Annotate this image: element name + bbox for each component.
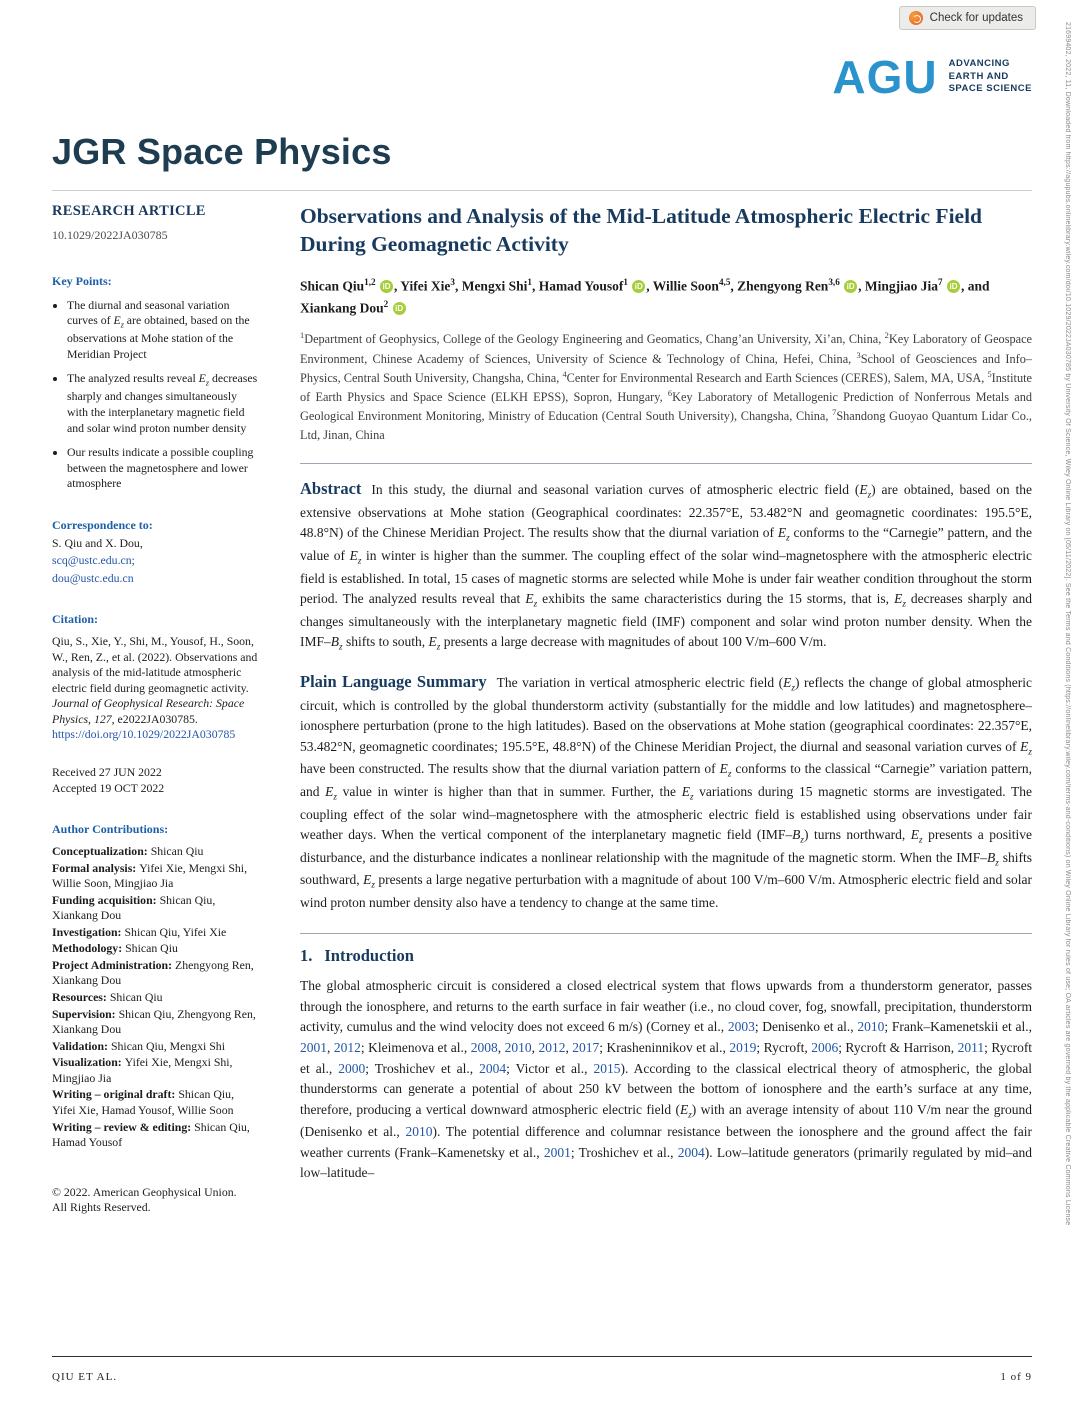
correspondence-email-link[interactable]: dou@ustc.edu.cn [52,570,134,585]
article-type-label: RESEARCH ARTICLE [52,203,206,219]
link[interactable]: 2008 [470,1040,498,1055]
received-date: Received 27 JUN 2022 [52,765,162,780]
plain-language-summary-text: The variation in vertical atmospheric electric field $(E_z)$ reflects the change of global atmospheric circuit, which is controlled by the global thunderstorm activity (substantially for the middle and low latitudes) and magnetosphere–ionosphere perturbation (prone to the high latitudes). Based on the observations at Mohe station (geographical coordinates: 22.357°E, 53.482°N, geomagnetic coordinates; 195.5°E, 48.8°N) of the Chinese Meridian Project, the diurnal and seasonal variation curves of $E_z$ have been constructed. The results show that the diurnal variation pattern of $E_z$ conforms to the classical “Carnegie” variation pattern, and $E_z$ value in winter is higher than that in summer. Further, the $E_z$ variations during 15 magnetic storms are investigated. The coupling effect of the solar wind–magnetosphere with the atmospheric electric field is established using observations under fair weather days. When the vertical component of the interplanetary magnetic field $(IMF-B_z)$ turns northward, $E_z$ presents a positive disturbance, and the disturbance indicates a nonlinear relationship with the magnitude of the magnetic storm. When the IMF–$B_z$ shifts southward, $E_z$ presents a large negative perturbation with a magnitude of about 100 V/m–600 V/m. Atmospheric electric field and solar wind proton number density also have a tendency to change at the same time. [300,674,1033,910]
link[interactable]: 2006 [811,1040,839,1055]
link[interactable]: 2010 [504,1040,532,1055]
wiley-license-sidebar-text: 21699402, 2022, 11, Downloaded from https://agupubs.onlinelibrary.wiley.com/doi/10.1029/2022JA030785 by University Of Science, Wiley Online Library on [05/11/2022]. See the Terms and Conditions (https://onlinelibrary.wiley.com/terms-and-conditions) on Wiley Online Library for rules of use; OA articles are governed by the applicable Creative Commons License [1064,22,1071,1226]
contribution-names: Zhengyong Ren, Xiankang Dou [52,957,254,988]
contribution-item [52,1087,258,1118]
link[interactable]: 2010 [405,1124,433,1140]
contribution-names: Shican Qiu, Yifei Xie [124,924,227,939]
contribution-role: Methodology: [52,941,123,956]
correspondence-heading: Correspondence to: [52,517,153,532]
contribution-item [52,861,258,892]
orcid-icon[interactable]: iD [380,280,393,293]
history-dates [52,765,258,796]
crossmark-icon [909,11,923,25]
link[interactable]: 2012 [538,1040,566,1055]
copyright-line1: © 2022. American Geophysical Union. [52,1184,237,1199]
key-point: • Our results indicate a possible coupling between the magnetosphere and lower atmosphere [67,445,258,492]
section-divider [300,463,1032,464]
contribution-role: Investigation: [52,924,122,939]
contribution-names: Shican Qiu [125,941,178,956]
link[interactable]: 2010 [857,1019,885,1035]
contribution-item [52,844,258,860]
contribution-role: Validation: [52,1038,108,1053]
contribution-item [52,925,258,941]
contribution-role: Conceptualization: [52,843,148,858]
contribution-item [52,958,258,989]
contribution-names: Shican Qiu, Xiankang Dou [52,892,216,923]
orcid-icon[interactable]: iD [393,302,406,315]
page-footer [52,1356,1032,1383]
abstract-section [300,476,1032,655]
link[interactable]: https://doi.org/10.1029/2022JA030785 [52,727,236,742]
affiliations: $^1$Department of Geophysics, College of the Geology Engineering and Geomatics, Chang’an University, Xi’an, China, $^2$Key Laboratory of Geospace Environment, Chinese Academy of Sciences, University of Science & Technology of China, Hefei, China, $^3$School of Geosciences and Info–Physics, Central South University, Changsha, China, $^4$Center for Environmental Research and Earth Sciences (CERES), Salem, MA, USA, $^5$Institute of Earth Physics and Space Science (ELKH EPSS), Sopron, Hungary, $^6$Key Laboratory of Metallogenic Prediction of Nonferrous Metals and Geological Environment Monitoring, Ministry of Education (Central South University), Changsha, China, $^7$Shandong Guoyao Quantum Lidar Co., Ltd, Jinan, China [300,331,1033,443]
contribution-role: Project Administration: [52,957,173,972]
author-list: Shican Qiu$^{1,2}$ iD , Yifei Xie$^3$, Mengxi Shi$^1$, Hamad Yousof$^1$ iD , Willie Soon$^{4,5}$, Zhengyong Ren$^{3,6}$ iD , Mingjiao Jia$^7$ iD , and Xiankang Dou$^2$ iD [300,276,990,316]
correspondence-email-link[interactable]: scq@ustc.edu.cn; [52,553,135,568]
left-column [52,202,258,1216]
agu-tagline [949,58,1032,95]
author-contributions-list [52,844,258,1151]
contribution-item [52,893,258,924]
agu-tagline-line3: SPACE SCIENCE [948,83,1032,95]
key-points-heading: Key Points: [52,273,112,288]
plain-language-summary-heading: Plain Language Summary [300,671,487,691]
journal-title: JGR Space Physics [52,131,392,172]
page-number: 1 of 9 [1000,1371,1032,1383]
abstract-heading: Abstract [300,479,362,499]
agu-tagline-line2: EARTH AND [948,70,1009,82]
introduction-text: The global atmospheric circuit is considered a closed electrical system that flows upwards from a thunderstorm generator, passes through the ionosphere, and returns to the earth surface in fair weather (i.e., no cloud cover, fog, snowfall, precipitation, thunderstorm activity, cumulus and the wind velocity does not exceed 6 m/s) (Corney et al., 2003; Denisenko et al., 2010; Frank–Kamenetskii et al., 2001, 2012; Kleimenova et al., 2008, 2010, 2012, 2017; Krasheninnikov et al., 2019; Rycroft, 2006; Rycroft & Harrison, 2011; Rycroft et al., 2000; Troshichev et al., 2004; Victor et al., 2015). According to the classical electrical theory of atmospheric, the global thunderstorms can generate a potential of about 250 kV between the bottom of ionosphere and the earth’s surface at any time, therefore, producing a vertical downward atmospheric electric field $(E_z)$ with an average intensity of about 110 V/m near the ground (Denisenko et al., 2010). The potential difference and columnar resistance between the ionosphere and the ground affect the fair weather currents (Frank–Kamenetsky et al., 2001; Troshichev et al., 2004). Low–latitude generators (primarily regulated by mid–and low–latitude– [300,978,1033,1181]
contribution-item [52,1039,258,1055]
contribution-item [52,1007,258,1038]
article-title: Observations and Analysis of the Mid-Latitude Atmospheric Electric Field During Geomagnetic Activity [300,204,983,257]
section-divider [300,933,1032,934]
contribution-item [52,990,258,1006]
copyright-notice [52,1185,258,1216]
accepted-date: Accepted 19 OCT 2022 [52,780,165,795]
orcid-icon[interactable]: iD [844,280,857,293]
header-divider [52,190,1032,191]
contribution-names: Shican Qiu [150,843,204,858]
agu-logo-text: AGU [832,51,938,103]
abstract-text: In this study, the diurnal and seasonal variation curves of atmospheric electric field $(E_z)$ are obtained, based on the extensive observations at Mohe station (Geographical coordinates: 22.357°E, 53.482°N and geomagnetic coordinates: 195.5°E, 48.8°N) of the Chinese Meridian Project. The results show that the diurnal variation of $E_z$ conforms to the “Carnegie” pattern, and the value of $E_z$ in winter is higher than the summer. The coupling effect of the solar wind–magnetosphere with the atmospheric electric field is established. In total, 15 cases of magnetic storms are selected while Mohe is under fair weather condition throughout the storm period. The analyzed results reveal that $E_z$ exhibits the same characteristics during the 15 storms, that is, $E_z$ decreases sharply and changes simultaneously with the interplanetary magnetic field (IMF) component and solar wind proton number density. When the IMF–$B_z$ shifts to south, $E_z$ presents a large decrease with magnitudes of about 100 V/m–600 V/m. [300,482,1032,652]
main-column [300,202,1032,1216]
link[interactable]: 2017 [572,1040,600,1055]
contribution-names: Shican Qiu, Zhengyong Ren, Xiankang Dou [52,1006,256,1037]
link[interactable]: 2019 [729,1040,757,1055]
link[interactable]: 2004 [677,1144,705,1160]
correspondence-names: S. Qiu and X. Dou, [52,535,143,550]
contribution-names: Shican Qiu, Yifei Xie, Hamad Yousof, Willie Soon [52,1087,235,1117]
author-contributions-heading: Author Contributions: [52,822,169,837]
copyright-line2: All Rights Reserved. [52,1200,151,1215]
contribution-role: Formal analysis: [52,860,137,875]
key-point: • The diurnal and seasonal variation curves of $E_z$ are obtained, based on the observations at Mohe station of the Meridian Project [67,298,258,363]
plain-language-summary-section [300,669,1032,914]
contribution-role: Funding acquisition: [52,892,157,907]
contribution-role: Supervision: [52,1006,116,1021]
link[interactable]: 2001 [300,1040,327,1055]
link[interactable]: 2004 [479,1060,507,1076]
citation-heading: Citation: [52,612,98,627]
contribution-item [52,1055,258,1086]
check-for-updates-button[interactable] [899,6,1036,30]
citation-text: Qiu, S., Xie, Y., Shi, M., Yousof, H., Soon, W., Ren, Z., et al. (2022). Observations and analysis of the mid-latitude atmospheric electric field during geomagnetic activity. Journal of Geophysical Research: Space Physics, 127, e2022JA030785. https://doi.org/10.1029/2022JA030785 [52,634,258,742]
orcid-icon[interactable]: iD [632,280,645,293]
link[interactable]: 2000 [338,1060,366,1076]
link[interactable]: 2015 [593,1060,621,1076]
agu-logo [832,51,1032,103]
contribution-names: Yifei Xie, Mengxi Shi, Mingjiao Jia [52,1055,233,1085]
contribution-role: Writing – review & editing: [52,1119,192,1134]
running-head: QIU ET AL. [52,1371,118,1383]
agu-tagline-line1: ADVANCING [948,58,1010,70]
check-for-updates-label: Check for updates [929,12,1023,24]
contribution-names: Shican Qiu, Hamad Yousof [52,1119,250,1150]
section-number: 1. [300,946,313,966]
contribution-names: Shican Qiu, Mengxi Shi [110,1038,225,1053]
link[interactable]: 2011 [957,1040,985,1055]
section-label: Introduction [324,946,414,966]
contribution-role: Resources: [52,990,107,1005]
contribution-item [52,1120,258,1151]
content-columns [52,202,1032,1216]
link[interactable]: 2003 [727,1019,755,1035]
contribution-names: Shican Qiu [109,990,163,1005]
contribution-names: Yifei Xie, Mengxi Shi, Willie Soon, Mingjiao Jia [52,860,248,891]
article-doi: 10.1029/2022JA030785 [52,228,168,243]
key-point: • The analyzed results reveal $E_z$ decreases sharply and changes simultaneously with the interplanetary magnetic field and solar wind proton number density [67,371,258,436]
contribution-item [52,941,258,957]
orcid-icon[interactable]: iD [947,280,960,293]
link[interactable]: 2001 [543,1144,571,1160]
contribution-role: Visualization: [52,1055,122,1070]
contribution-role: Writing – original draft: [52,1087,176,1102]
link[interactable]: 2012 [333,1040,361,1055]
key-points-list [52,298,258,492]
introduction-heading [300,946,1032,966]
